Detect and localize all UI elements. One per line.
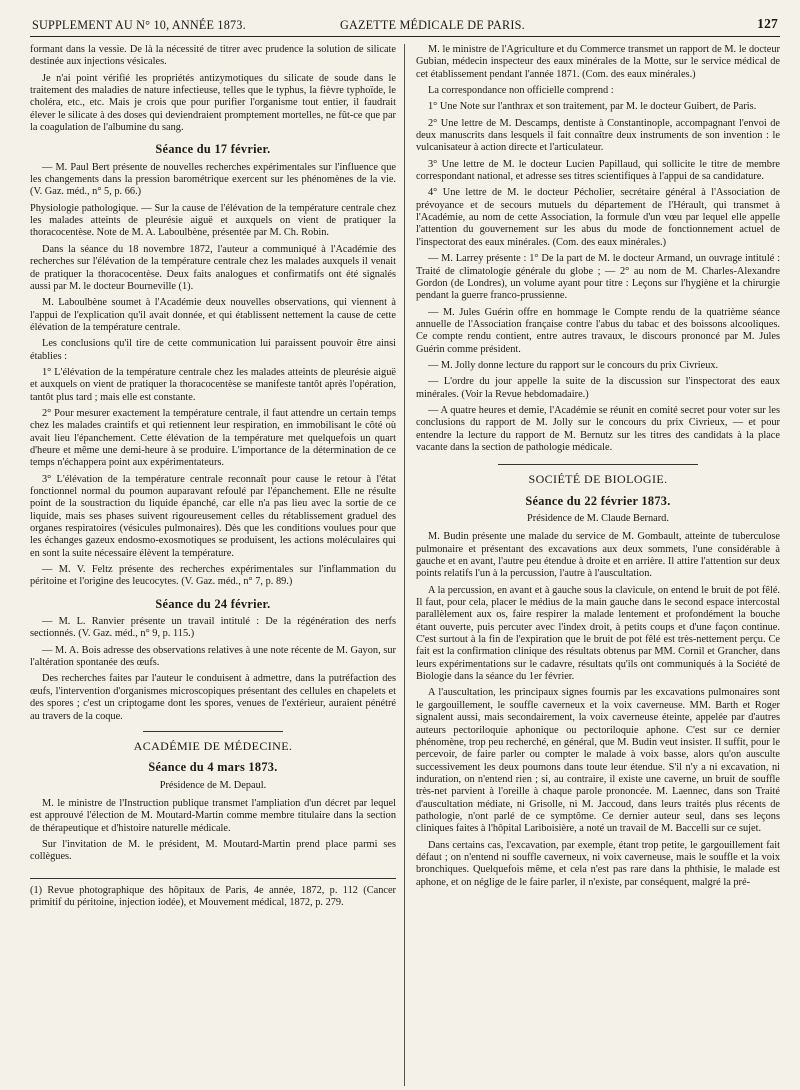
paragraph: — A quatre heures et demie, l'Académie se réunit en comité secret pour voter sur les conclusions du rapport de M. Jolly sur le concours du prix Civrieux, — et pour entendre la lecture du rapport de M. Bernutz sur les titres des candidats à la place vacante dans la section de pathologie médicale.	[416, 404, 780, 453]
society-heading: ACADÉMIE DE MÉDECINE.	[133, 738, 293, 753]
journal-title: GAZETTE MÉDICALE DE PARIS.	[340, 18, 525, 32]
section-heading: Séance du 4 mars 1873.	[148, 760, 278, 775]
paragraph: M. Laboulbène soumet à l'Académie deux nouvelles observations, qui viennent à l'appui de l'explication qu'il avait donnée, et qui établissent nettement la cause de cette élévation de la température centrale.	[30, 297, 396, 333]
paragraph: — L'ordre du jour appelle la suite de la discussion sur l'inspectorat des eaux minérales. (Voir la Revue hebdomadaire.)	[416, 376, 780, 400]
paragraph: — M. Paul Bert présente de nouvelles recherches expérimentales sur l'influence que les changements dans la pression barométrique exercent sur les phénomènes de la vie. (V. Gaz. méd., n° 5, p. 66.)	[30, 161, 396, 198]
left-column	[30, 44, 396, 913]
paragraph: 1° Une Note sur l'anthrax et son traitement, par M. le docteur Guibert, de Paris.	[428, 101, 757, 113]
right-column	[416, 44, 780, 893]
paragraph: 2° Pour mesurer exactement la température centrale, il faut attendre un certain temps chez les malades craintifs et qui retiennent leur respiration, en immobilisant le côté où avait lieu l'épanchement. Cette élévation de la température met quelquefois un quart d'heure et même une demi-heure à se produire. L'importance de la détermination de ce temps n'échappera point aux expérimentateurs.	[30, 407, 396, 469]
paragraph: A la percussion, en avant et à gauche sous la clavicule, on entend le bruit de pot fêlé. Il faut, pour cela, placer le médius de la main gauche dans le second espace intercostal parallèlement aux os, faire respirer la malade lentement et profondément la bouche étant ouverte, puis percuter avec l'index droit, à petits coups et d'une façon continue. C'est surtout à la fin de l'expiration que le bruit de pot fêlé est très-nettement perçu. Ce fait est la confirmation clinique des résultats obtenus par MM. Cornil et Grancher, dans leurs expérimentations sur le cadavre, résultats qu'ils ont communiqués à la Société de Biologie dans la séance du 1er février.	[416, 584, 780, 683]
paragraph: Les conclusions qu'il tire de cette communication lui paraissent pouvoir être ainsi établies :	[30, 338, 396, 362]
paragraph: — M. L. Ranvier présente un travail intitulé : De la régénération des nerfs sectionnés. (V. Gaz. méd., n° 9, p. 115.)	[30, 616, 396, 640]
paragraph: 3° Une lettre de M. le docteur Lucien Papillaud, qui sollicite le titre de membre correspondant national, et adresse ses titres scientifiques à l'appui de sa candidature.	[416, 158, 780, 183]
paragraph: M. Budin présente une malade du service de M. Gombault, atteinte de tuberculose pulmonaire et présentant des excavations aux deux sommets, l'une considérable à gauche et en avant, l'autre peu étendue à droite et en arrière. Il attire l'attention sur deux points relatifs l'un à la percussion, l'autre à l'auscultation.	[416, 531, 780, 580]
footnote: (1) Revue photographique des hôpitaux de Paris, 4e année, 1872, p. 112 (Cancer primitif du péritoine, injection iodée), et Mouvement médical, 1872, p. 279.	[30, 878, 396, 910]
paragraph: M. le ministre de l'Agriculture et du Commerce transmet un rapport de M. le docteur Gubian, médecin inspecteur des eaux minérales de la Motte, sur le service médical de cet établissement pendant l'année 1871. (Com. des eaux minérales.)	[416, 44, 780, 80]
society-heading: SOCIÉTÉ DE BIOLOGIE.	[528, 472, 668, 487]
paragraph: — M. Jules Guérin offre en hommage le Compte rendu de la quatrième séance annuelle de l'Association française contre l'abus du tabac et des boissons alcooliques. Ce compte rendu contient, entre autres travaux, le discours prononcé par M. Jules Guérin comme président.	[416, 306, 780, 355]
page-header	[30, 14, 780, 37]
page-number: 127	[757, 16, 778, 31]
paragraph: Des recherches faites par l'auteur le conduisent à admettre, dans la putréfaction des œufs, l'intervention d'organismes microscopiques présentant des cellules en chapelets et des spores ; c'est un criptogame dont les spores, venues de l'extérieur, auraient pénétré au travers de la coque.	[30, 673, 396, 722]
paragraph: Physiologie pathologique. — Sur la cause de l'élévation de la température centrale chez les malades atteints de pleurésie aiguë et auxquels on vient de pratiquer la thoracocentèse. Note de M. A. Laboulbène, présentée par M. Ch. Robin.	[30, 202, 396, 239]
paragraph: Je n'ai point vérifié les propriétés antizymotiques du silicate de soude dans le traitement des maladies de nature infectieuse, telles que le typhus, la fièvre typhoïde, le choléra, etc., etc. Mais je crois que pour purifier l'organisme tout entier, il faudrait élever le silicate à des doses qui deviendraient promptement mortelles, ne fût-ce que par la coagulation de l'albumine du sang.	[30, 72, 396, 134]
section-rule	[498, 464, 698, 465]
section-heading: Séance du 24 février.	[155, 596, 271, 611]
paragraph: 1° L'élévation de la température centrale chez les malades atteints de pleurésie aiguë et auxquels on vient de pratiquer la thoracocentèse se manifeste tantôt après l'opération, tantôt plus tard ; mais elle est constante.	[30, 366, 396, 403]
paragraph: formant dans la vessie. De là la nécessité de titrer avec prudence la solution de silicate destinée aux injections vésicales.	[30, 44, 396, 68]
section-heading: Séance du 22 février 1873.	[525, 493, 671, 508]
presidency-line: Présidence de M. Claude Bernard.	[527, 513, 669, 524]
supplement-label: SUPPLEMENT AU N° 10, ANNÉE 1873.	[32, 18, 246, 32]
paragraph: Dans certains cas, l'excavation, par exemple, étant trop petite, le gargouillement fait défaut ; on n'entend ni souffle caverneux, ni voix caverneuse, mais le souffle et la voix bronchiques. Quelquefois même, et cela n'est pas rare dans la phthisie, le malade est aphone, et on néglige de le faire parler, il n'existe, par conséquent, malgré la pré-	[416, 839, 780, 888]
paragraph: 4° Une lettre de M. le docteur Pécholier, secrétaire général à l'Association de prévoyance et de secours mutuels du département de l'Hérault, qui transmet à l'Académie, au nom de cette Association, la formule d'un vœu par lequel elle appelle l'attention du gouvernement sur les abus du mode de fonctionnement actuel de l'inspectorat des eaux minérales. (Com. des eaux minérales.)	[416, 187, 780, 248]
paragraph: — M. Jolly donne lecture du rapport sur le concours du prix Civrieux.	[428, 359, 719, 371]
presidency-line: Présidence de M. Depaul.	[159, 779, 267, 791]
paragraph: A l'auscultation, les principaux signes fournis par les excavations pulmonaires sont le gargouillement, le souffle caverneux et la voix caverneuse. MM. Barth et Roger signalent aussi, mais secondairement, la voix caverneuse éteinte, appelée par d'autres auteurs pectoriloquie aphonique ou pectoriloquie aphone. C'est sur ce dernier phénomène, trop peu recherché, en général, que M. Budin veut insister. Il suffit, pour le percevoir, de faire parler ou compter le malade à voix basse, alors qu'on ausculte successivement les deux poumons dans toute leur étendue. S'il n'y a ni excavation, ni induration, on n'entend rien ; si, au contraire, il existe une caverne, un bruit de souffle très-net parvient à l'oreille à chaque parole prononcée. M. Laennec, dans son Traité d'auscultation médiate, ni Grisolle, ni M. Jaccoud, dans leurs traités plus récents de pathologie, n'ont parlé de ce symptôme. Ce dernier auteur seul, dans ses leçons cliniques faites à l'hôpital Lariboisière, a noté un travail de M. Baccelli sur ce sujet.	[416, 687, 780, 835]
paragraph: La correspondance non officielle comprend :	[428, 85, 614, 97]
paragraph: 2° Une lettre de M. Descamps, dentiste à Constantinople, accompagnant l'envoi de deux manuscrits dans lesquels il fait connaître deux instruments de son invention : le vulcanisateur à action directe et l'articulateur.	[416, 117, 780, 154]
section-heading: Séance du 17 février.	[155, 142, 271, 157]
paragraph: Sur l'invitation de M. le président, M. Moutard-Martin prend place parmi ses collègues.	[30, 838, 396, 863]
paragraph: Dans la séance du 18 novembre 1872, l'auteur a communiqué à l'Académie des recherches sur l'élévation de la température centrale chez les malades auxquels il venait de pratiquer la thoracocentèse. Deux faits analogues et confirmatifs ont été signalés aussi par M. le docteur Bourneville (1).	[30, 243, 396, 292]
column-divider	[404, 44, 405, 1086]
paragraph: M. le ministre de l'Instruction publique transmet l'ampliation d'un décret par lequel est approuvé l'élection de M. Moutard-Martin comme membre titulaire dans la section de thérapeutique et d'histoire naturelle médicale.	[30, 797, 396, 834]
paragraph: — M. Larrey présente : 1° De la part de M. le docteur Armand, un ouvrage intitulé : Traité de climatologie générale du globe ; — 2° au nom de M. Charles-Alexandre Gordon (de Londres), un volume ayant pour titre : Leçons sur l'hygiène et la chirurgie pendant la guerre franco-prussienne.	[416, 253, 780, 302]
paragraph: 3° L'élévation de la température centrale reconnaît pour cause le retour à l'état fonctionnel normal du poumon auparavant refoulé par l'épanchement. Elle ne résulte point de la soustraction du liquide épanché, car elle n'a pas lieu avec la sortie de ce liquide, mais ses phases suivent rigoureusement celles du rétablissement graduel des organes respiratoires (vésicules pulmonaires). Dès que les conditions voulues pour que les échanges gazeux endosmo-exosmotiques se produisent, les actions moléculaires qui en sont la suite nécessaire élèvent la température.	[30, 473, 396, 559]
paragraph: — M. A. Bois adresse des observations relatives à une note récente de M. Gayon, sur l'altération spontanée des œufs.	[30, 644, 396, 669]
section-rule	[143, 731, 283, 732]
paragraph: — M. V. Feltz présente des recherches expérimentales sur l'inflammation du péritoine et l'origine des leucocytes. (V. Gaz. méd., n° 7, p. 89.)	[30, 564, 396, 588]
